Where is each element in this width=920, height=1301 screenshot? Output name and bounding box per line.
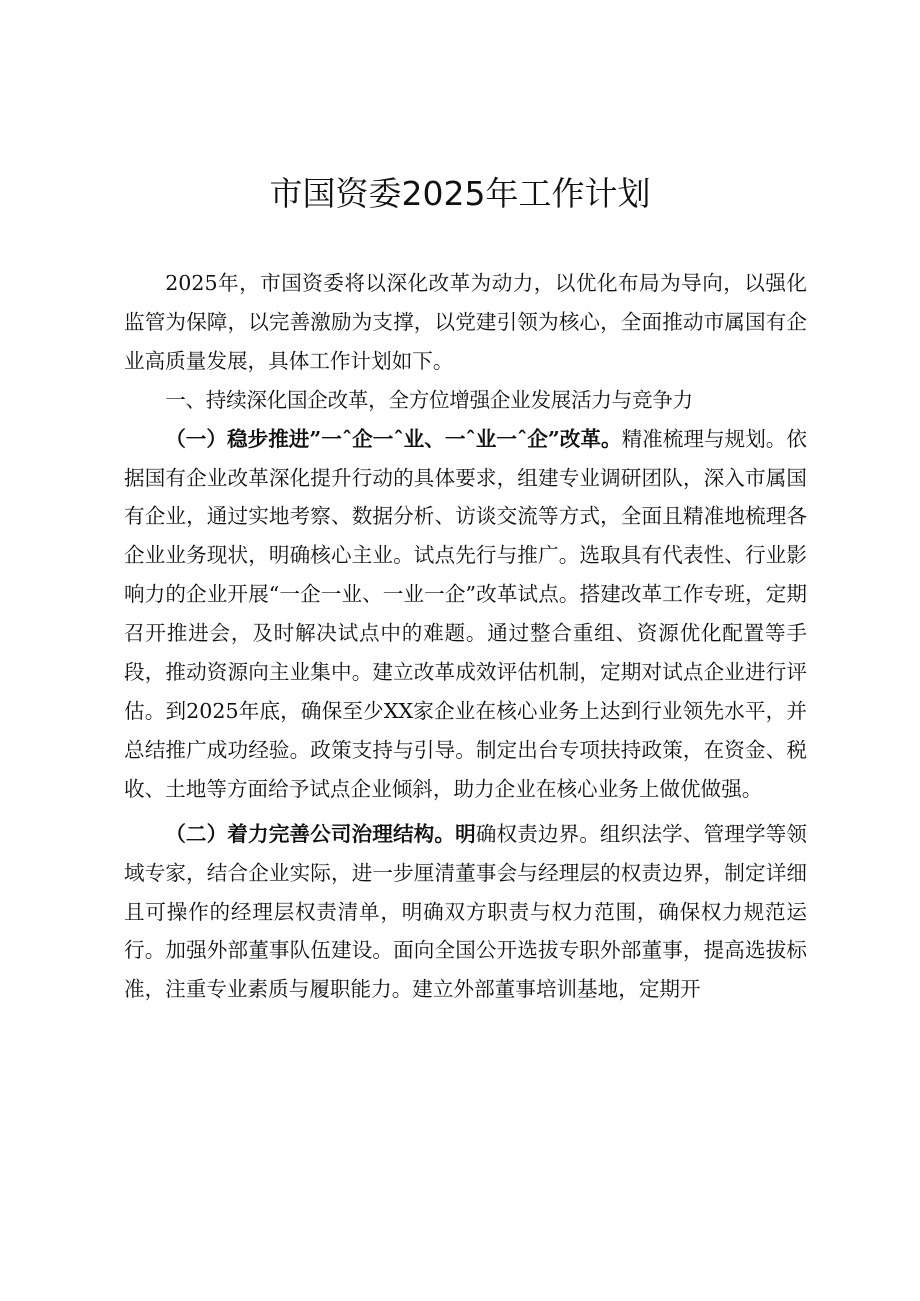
item-paragraph-2: [124, 815, 807, 1010]
item-text-2: 确权责边界。组织法学、管理学等领域专家，结合企业实际，进一步厘清董事会与经理层的权责边界，制定详细且可操作的经理层权责清单，明确双方职责与权力范围，确保权力规范运行。加强外部董事队伍建设。面向全国公开选拔专职外部董事，提高选拔标准，注重专业素质与履职能力。建立外部董事培训基地，定期开: [124, 821, 807, 1002]
item-lead-1: （一）稳步推进”一ˆ企一ˆ业、一ˆ业一ˆ企”改革。: [165, 426, 622, 451]
item-lead-2: （二）着力完善公司治理结构。明: [165, 821, 476, 846]
intro-paragraph: 2025年，市国资委将以深化改革为动力，以优化布局为导向，以强化监管为保障，以完善激励为支撑，以党建引领为核心，全面推动市属国有企业高质量发展，具体工作计划如下。: [124, 271, 807, 373]
section-heading-1: 一、持续深化国企改革，全方位增强企业发展活力与竞争力: [165, 387, 693, 412]
document-title: 市国资委2025年工作计划: [269, 174, 651, 213]
document-body: [124, 264, 807, 1009]
item-paragraph-1: [124, 420, 807, 809]
item-text-1: 精准梳理与规划。依据国有企业改革深化提升行动的具体要求，组建专业调研团队，深入市属国有企业，通过实地考察、数据分析、访谈交流等方式，全面且精准地梳理各企业业务现状，明确核心主业。试点先行与推广。选取具有代表性、行业影响力的企业开展“一企一业、一业一企”改革试点。搭建改革工作专班，定期召开推进会，及时解决试点中的难题。通过整合重组、资源优化配置等手段，推动资源向主业集中。建立改革成效评估机制，定期对试点企业进行评估。到2025年底，确保至少XX家企业在核心业务上达到行业领先水平，并总结推广成功经验。政策支持与引导。制定出台专项扶持政策，在资金、税收、土地等方面给予试点企业倾斜，助力企业在核心业务上做优做强。: [124, 426, 807, 801]
